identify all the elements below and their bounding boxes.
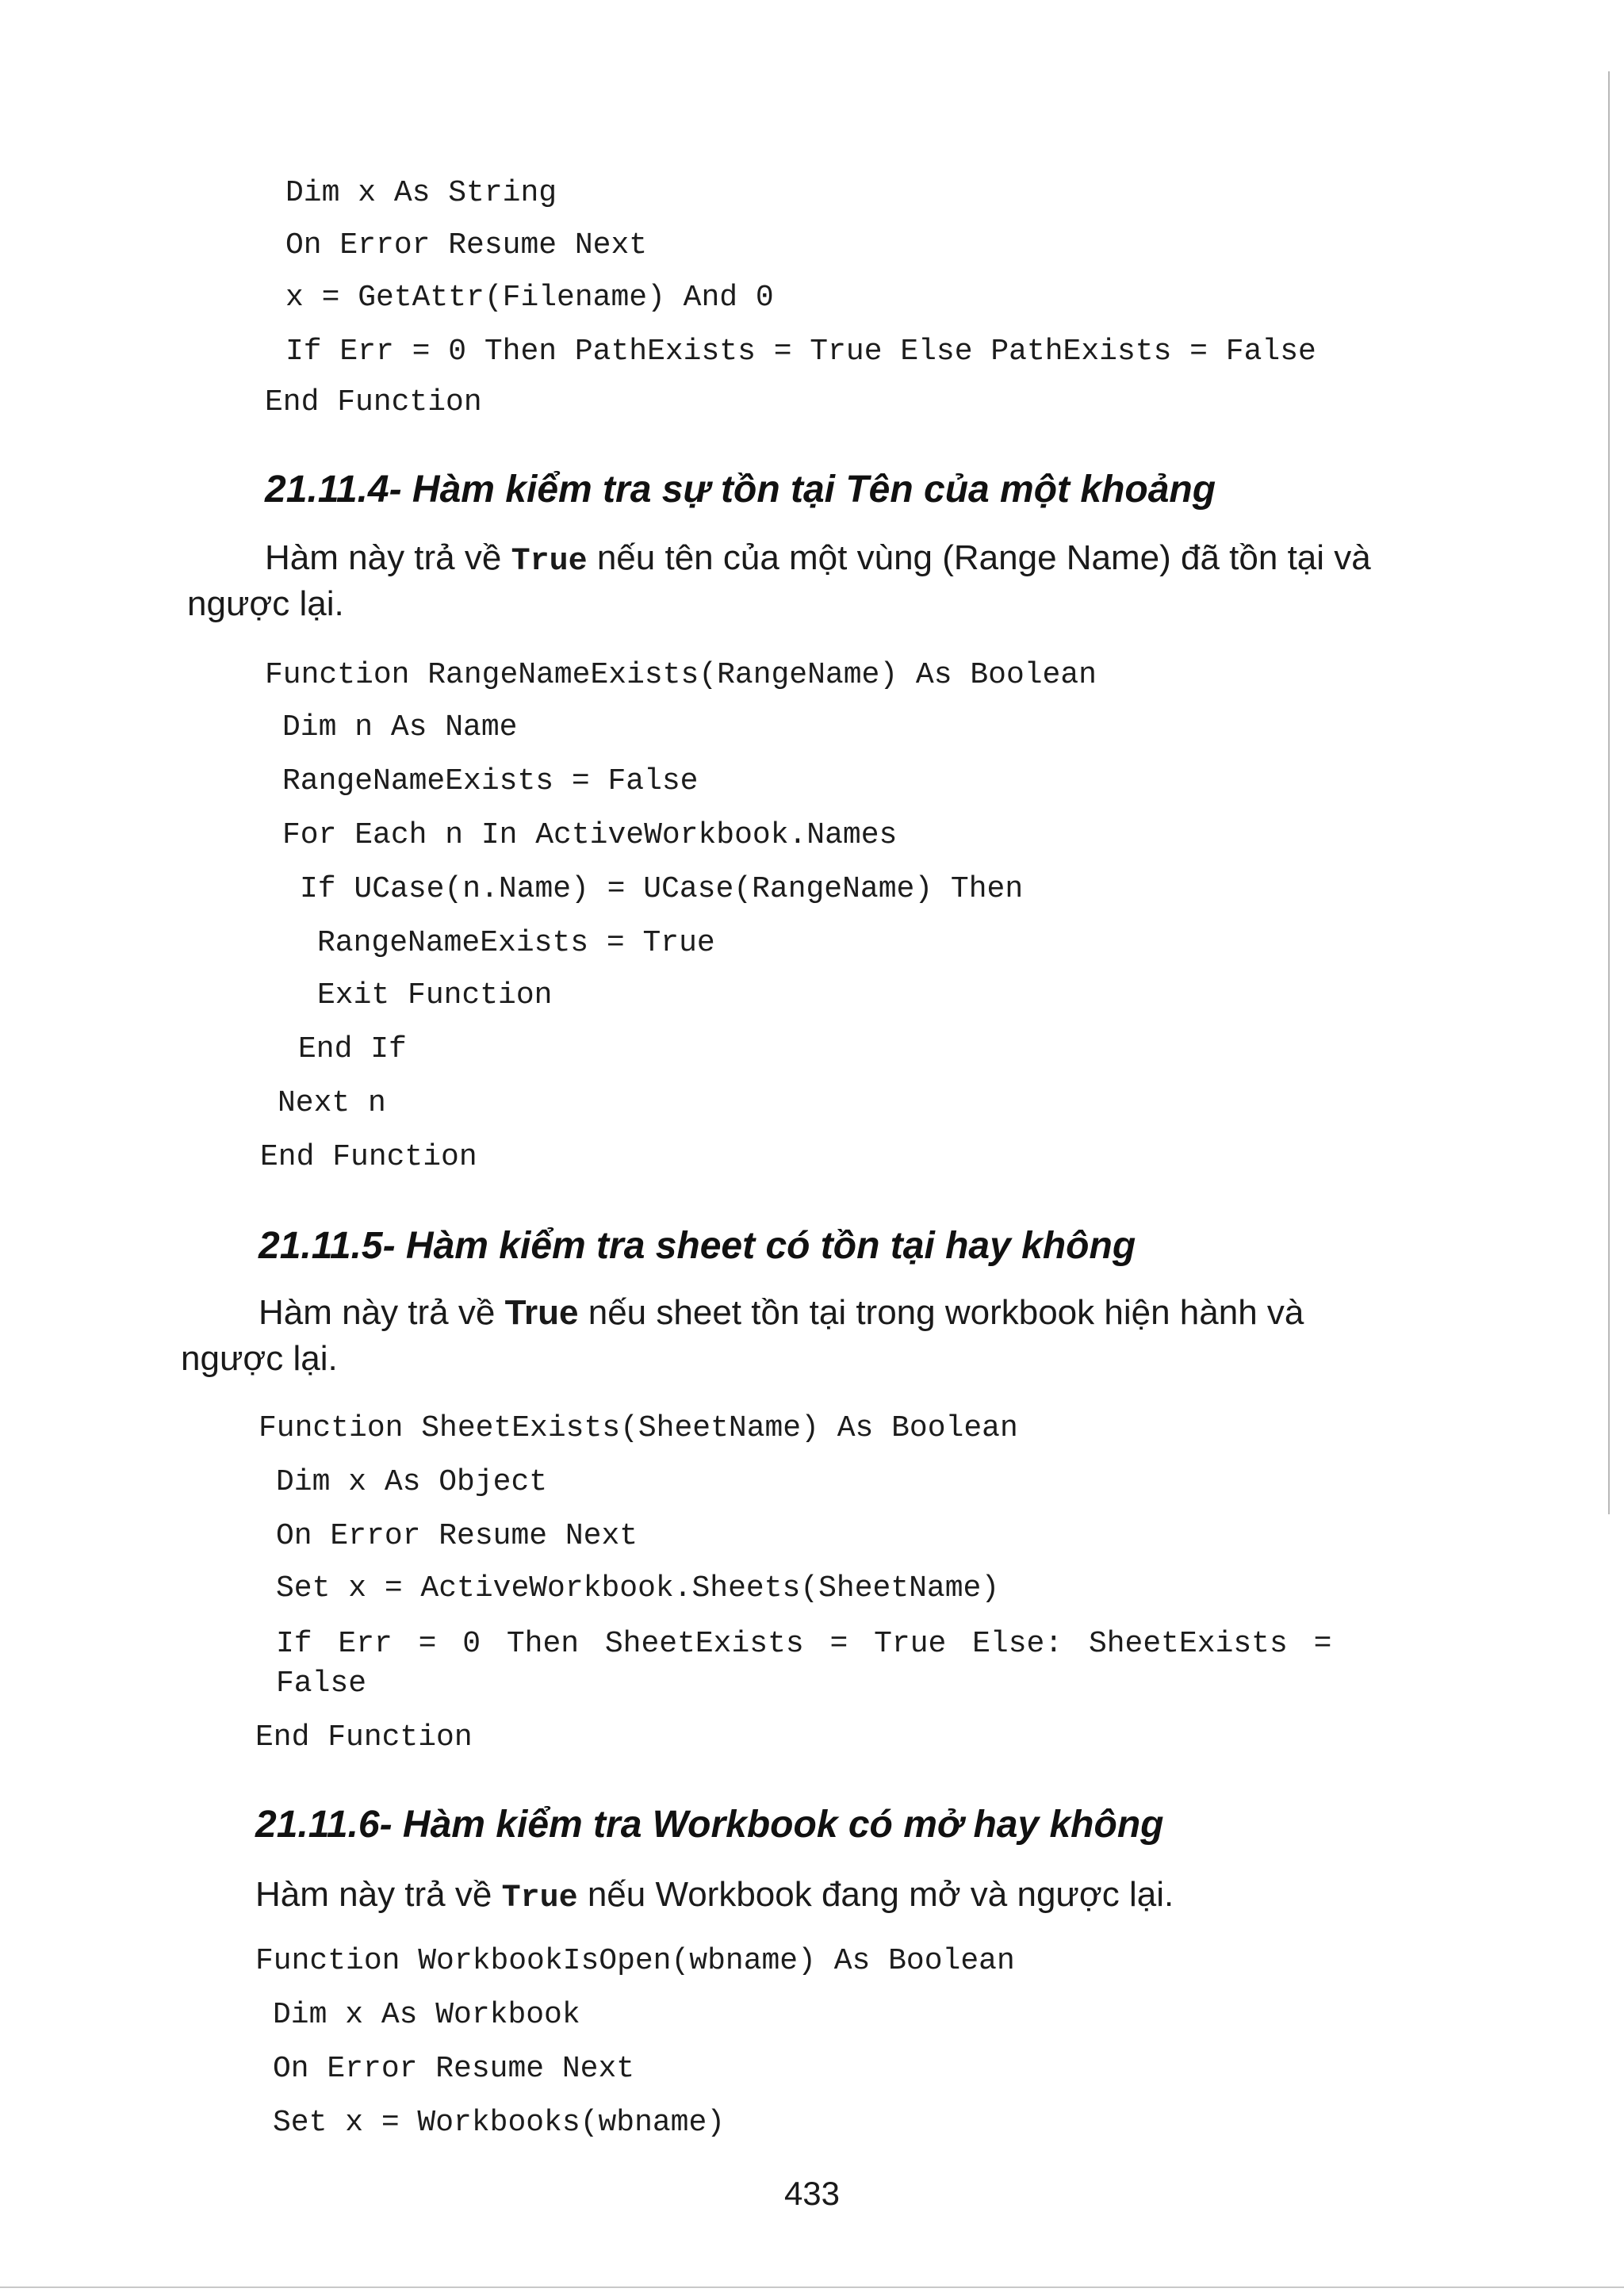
code-line: Dim x As Object [276, 1465, 548, 1499]
code-line: Set x = Workbooks(wbname) [273, 2106, 726, 2140]
keyword-true: True [504, 1293, 579, 1332]
code-line: On Error Resume Next [276, 1519, 638, 1553]
code-line: Dim x As Workbook [273, 1998, 580, 2032]
code-line: x = GetAttr(Filename) And 0 [285, 281, 774, 315]
code-line: Next n [278, 1086, 386, 1120]
code-line: End Function [265, 385, 482, 419]
page-number: 433 [783, 2175, 841, 2212]
page-edge-bottom [0, 2286, 1624, 2288]
code-line: Exit Function [317, 978, 553, 1012]
code-line: End If [298, 1032, 407, 1066]
code-line: Function WorkbookIsOpen(wbname) As Boolean [255, 1944, 1015, 1978]
code-line: Function RangeNameExists(RangeName) As Boolean [265, 658, 1097, 692]
code-line: If Err = 0 Then PathExists = True Else PathExists = False [285, 335, 1316, 369]
section-heading: 21.11.4- Hàm kiểm tra sự tồn tại Tên của một khoảng [265, 469, 1216, 511]
section-paragraph-continuation: ngược lại. [181, 1339, 338, 1378]
section-paragraph: Hàm này trả về True nếu Workbook đang mở và ngược lại. [255, 1875, 1174, 1916]
code-line: RangeNameExists = True [317, 926, 715, 960]
code-line: End Function [260, 1140, 477, 1174]
section-paragraph-continuation: ngược lại. [187, 584, 344, 623]
code-line: On Error Resume Next [285, 228, 648, 262]
code-line: End Function [255, 1720, 473, 1755]
section-heading: 21.11.5- Hàm kiểm tra sheet có tồn tại hay không [259, 1225, 1136, 1267]
code-line: For Each n In ActiveWorkbook.Names [282, 818, 898, 852]
code-line: RangeNameExists = False [282, 764, 699, 798]
code-line: Dim n As Name [282, 710, 518, 744]
code-line: False [276, 1667, 367, 1701]
code-line: If Err = 0 Then SheetExists = True Else: SheetExists = [276, 1627, 1332, 1661]
keyword-true: True [501, 1881, 578, 1916]
section-paragraph: Hàm này trả về True nếu sheet tồn tại trong workbook hiện hành và [259, 1293, 1304, 1332]
code-line: Function SheetExists(SheetName) As Boolean [259, 1411, 1018, 1445]
code-line: On Error Resume Next [273, 2052, 635, 2086]
section-heading: 21.11.6- Hàm kiểm tra Workbook có mở hay không [255, 1804, 1164, 1846]
code-line: If UCase(n.Name) = UCase(RangeName) Then [300, 872, 1024, 906]
keyword-true: True [511, 544, 588, 580]
code-line: Dim x As String [285, 176, 557, 210]
code-line: Set x = ActiveWorkbook.Sheets(SheetName) [276, 1571, 1000, 1605]
page-edge-right [1608, 71, 1610, 1514]
section-paragraph: Hàm này trả về True nếu tên của một vùng (Range Name) đã tồn tại và [265, 538, 1371, 580]
